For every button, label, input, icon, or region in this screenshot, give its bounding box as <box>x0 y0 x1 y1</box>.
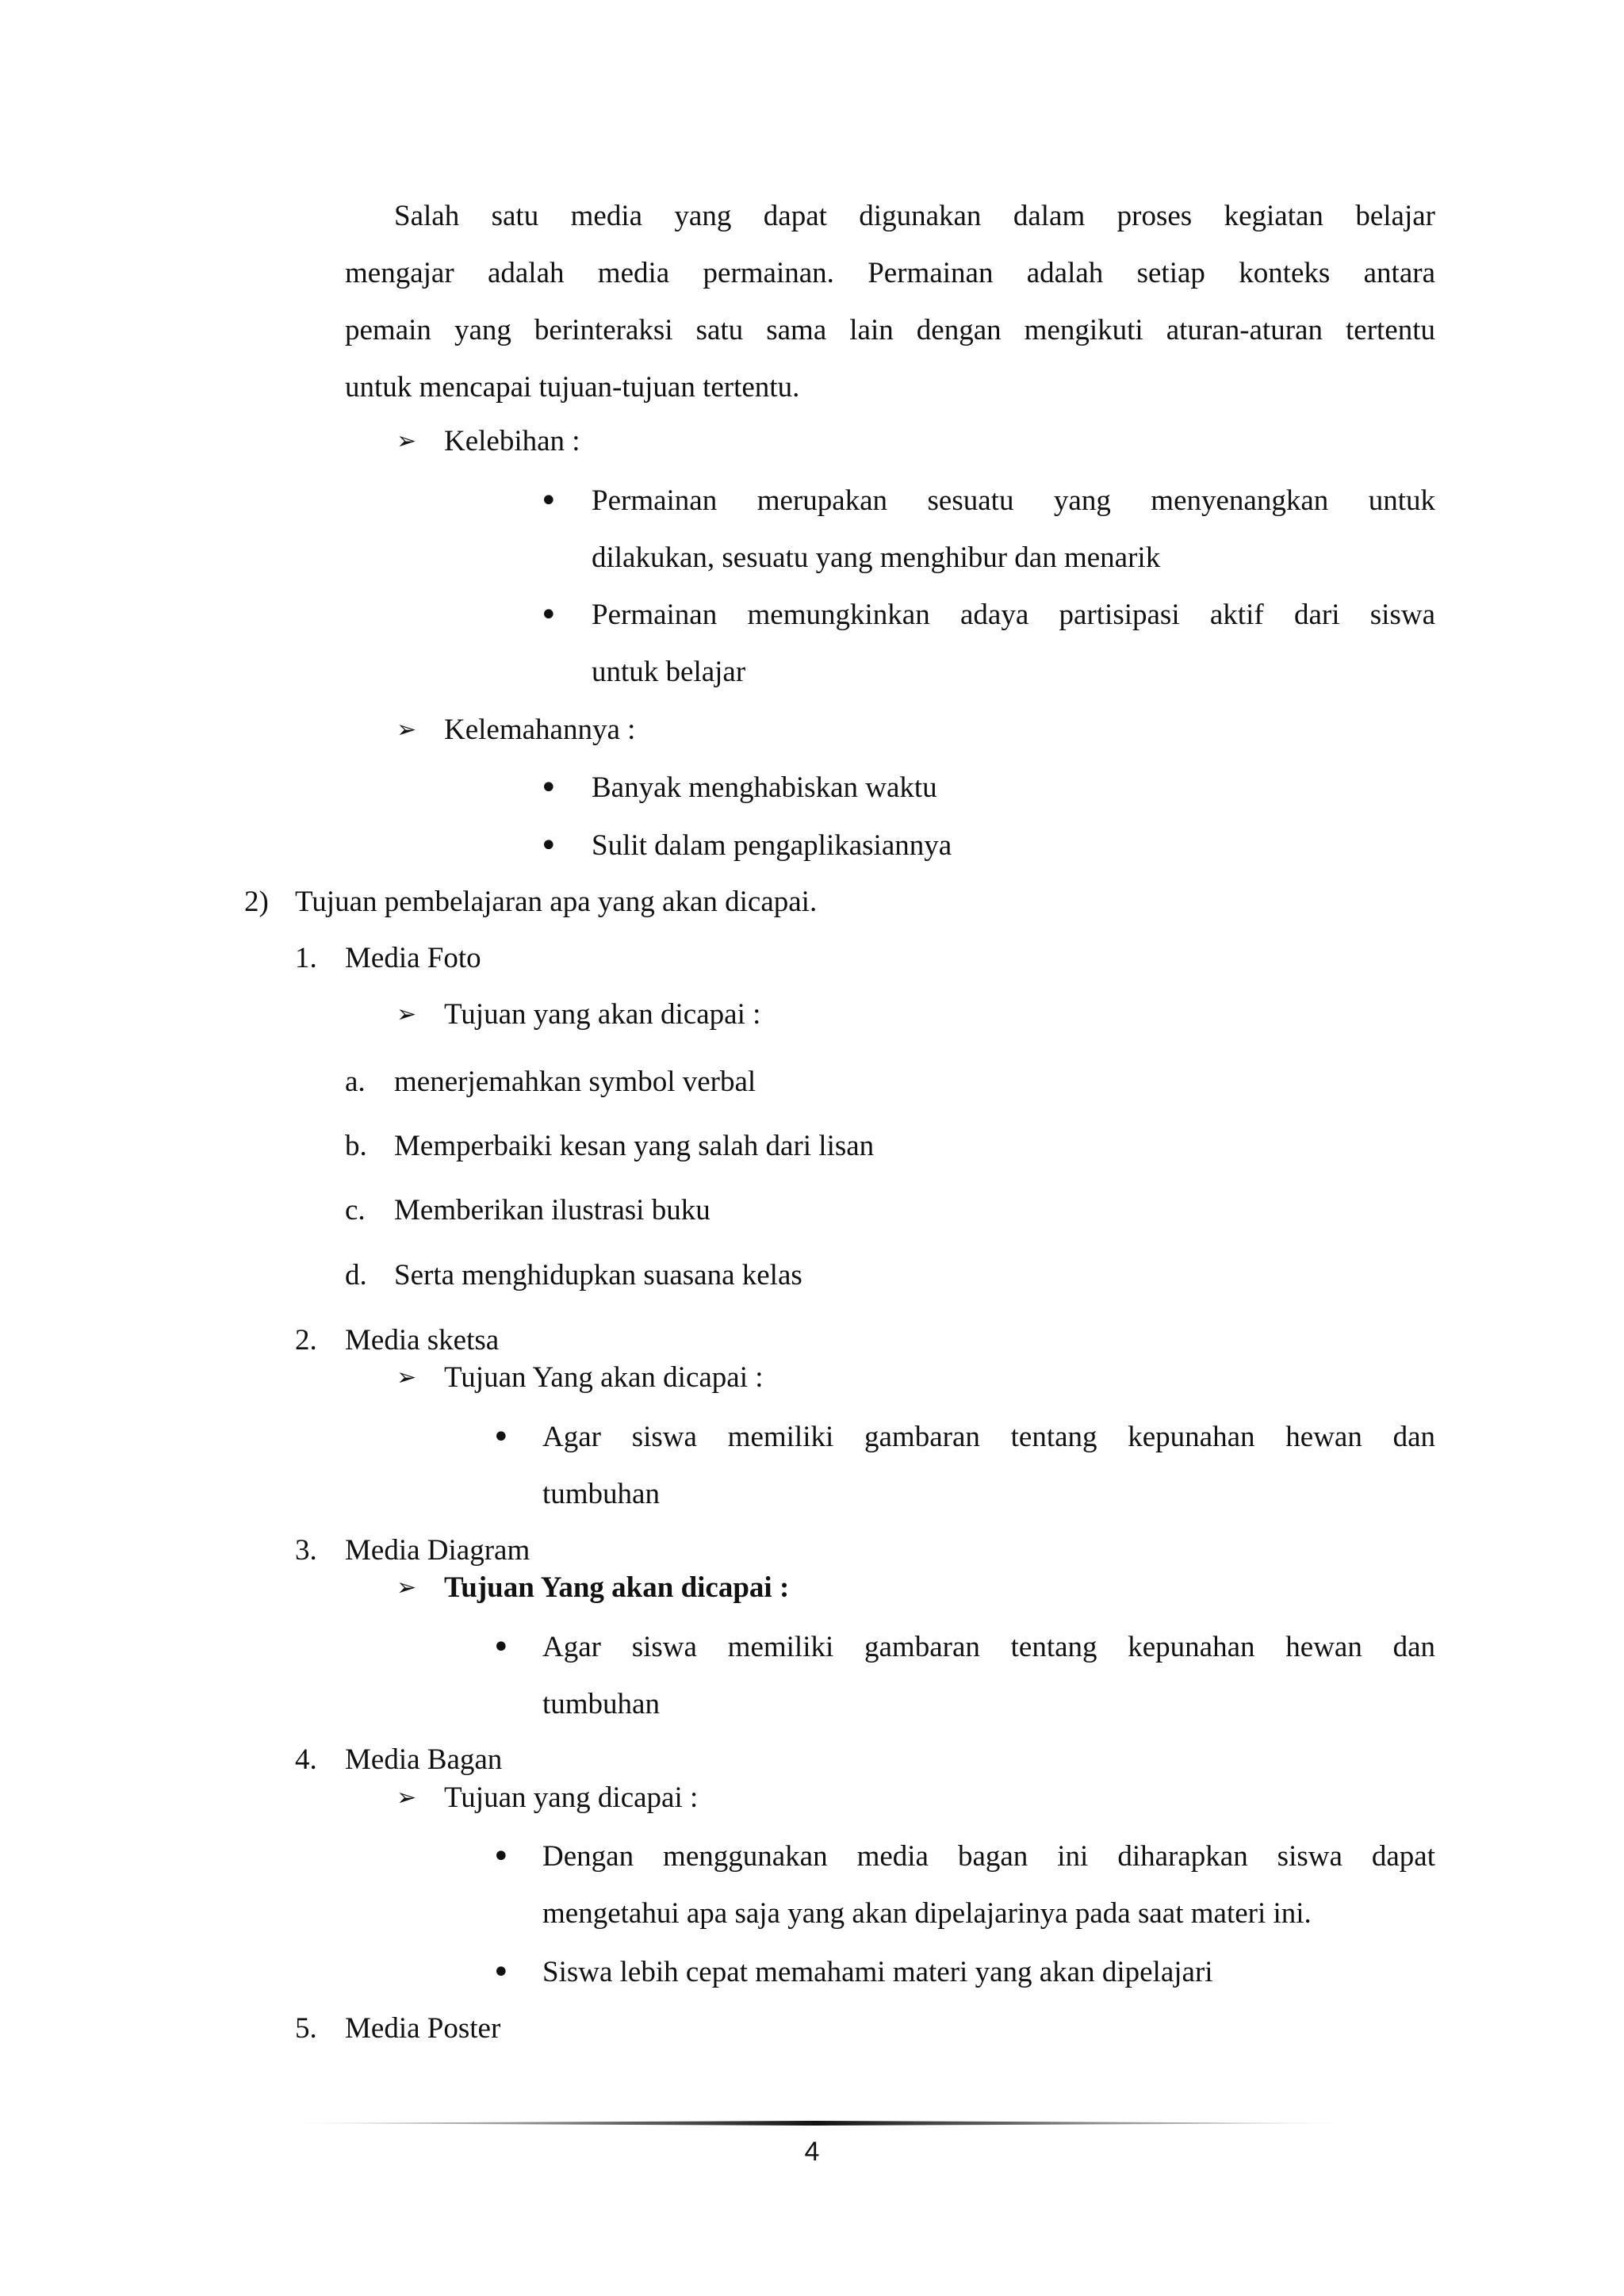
intro-line-4: untuk mencapai tujuan-tujuan tertentu. <box>345 371 800 404</box>
round-bullet-icon: • <box>539 770 558 806</box>
intro-line-3: pemain yang berinteraksi satu sama lain dengan mengikuti aturan-aturan tertentu <box>345 314 1435 346</box>
media-foto-item-d: Serta menghidupkan suasana kelas <box>394 1259 802 1292</box>
arrowhead-bullet-icon: ➢ <box>396 427 417 455</box>
media-foto-item-a-letter: a. <box>345 1066 366 1098</box>
round-bullet-icon: • <box>492 1839 511 1875</box>
media-sketsa-bullet-line-2: tumbuhan <box>542 1478 660 1510</box>
media-sketsa-goal-heading: Tujuan Yang akan dicapai : <box>444 1361 764 1394</box>
arrowhead-bullet-icon: ➢ <box>396 1574 417 1601</box>
intro-line-1: Salah satu media yang dapat digunakan dalam proses kegiatan belajar <box>394 200 1435 232</box>
media-sketsa-number: 2. <box>295 1324 317 1357</box>
arrowhead-bullet-icon: ➢ <box>396 1364 417 1391</box>
media-foto-number: 1. <box>295 942 317 974</box>
intro-line-2: mengajar adalah media permainan. Permainan adalah setiap konteks antara <box>345 257 1435 289</box>
round-bullet-icon: • <box>492 1954 511 1991</box>
round-bullet-icon: • <box>539 483 558 519</box>
media-bagan-title: Media Bagan <box>345 1743 503 1776</box>
media-bagan-bullet-1-line-2: mengetahui apa saja yang akan dipelajarinya pada saat materi ini. <box>542 1897 1312 1930</box>
kelemahan-heading: Kelemahannya : <box>444 714 636 746</box>
media-bagan-bullet-2: Siswa lebih cepat memahami materi yang akan dipelajari <box>542 1956 1213 1988</box>
media-diagram-goal-heading: Tujuan Yang akan dicapai : <box>444 1571 790 1604</box>
media-foto-item-c-letter: c. <box>345 1194 366 1226</box>
media-foto-title: Media Foto <box>345 942 481 974</box>
kelebihan-heading: Kelebihan : <box>444 425 580 457</box>
media-diagram-number: 3. <box>295 1534 317 1567</box>
round-bullet-icon: • <box>539 828 558 864</box>
media-bagan-goal-heading: Tujuan yang dicapai : <box>444 1781 699 1814</box>
media-bagan-bullet-1-line-1: Dengan menggunakan media bagan ini diharapkan siswa dapat <box>542 1840 1435 1873</box>
media-foto-item-d-letter: d. <box>345 1259 367 1292</box>
media-poster-title: Media Poster <box>345 2012 501 2045</box>
page-number: 4 <box>804 2137 820 2167</box>
kelemahan-item-1: Banyak menghabiskan waktu <box>592 771 937 804</box>
section-2-number: 2) <box>244 886 269 918</box>
kelebihan-item-2-line-2: untuk belajar <box>592 656 746 688</box>
footer-rule <box>270 2121 1364 2126</box>
kelebihan-item-1-line-2: dilakukan, sesuatu yang menghibur dan menarik <box>592 541 1161 574</box>
media-foto-goal-heading: Tujuan yang akan dicapai : <box>444 998 761 1031</box>
media-poster-number: 5. <box>295 2012 317 2045</box>
media-diagram-title: Media Diagram <box>345 1534 530 1567</box>
media-foto-item-c: Memberikan ilustrasi buku <box>394 1194 710 1226</box>
round-bullet-icon: • <box>492 1629 511 1666</box>
arrowhead-bullet-icon: ➢ <box>396 716 417 744</box>
kelemahan-item-2: Sulit dalam pengaplikasiannya <box>592 829 952 862</box>
arrowhead-bullet-icon: ➢ <box>396 1784 417 1812</box>
round-bullet-icon: • <box>539 597 558 633</box>
media-sketsa-title: Media sketsa <box>345 1324 500 1357</box>
media-sketsa-bullet-line-1: Agar siswa memiliki gambaran tentang kepunahan hewan dan <box>542 1421 1435 1453</box>
section-2-title: Tujuan pembelajaran apa yang akan dicapai. <box>295 886 818 918</box>
media-diagram-bullet-line-2: tumbuhan <box>542 1688 660 1720</box>
kelebihan-item-2-line-1: Permainan memungkinkan adaya partisipasi aktif dari siswa <box>592 599 1435 631</box>
media-foto-item-b-letter: b. <box>345 1130 367 1162</box>
media-foto-item-b: Memperbaiki kesan yang salah dari lisan <box>394 1130 875 1162</box>
round-bullet-icon: • <box>492 1419 511 1456</box>
media-diagram-bullet-line-1: Agar siswa memiliki gambaran tentang kepunahan hewan dan <box>542 1631 1435 1663</box>
media-foto-item-a: menerjemahkan symbol verbal <box>394 1066 756 1098</box>
kelebihan-item-1-line-1: Permainan merupakan sesuatu yang menyenangkan untuk <box>592 484 1435 517</box>
arrowhead-bullet-icon: ➢ <box>396 1001 417 1028</box>
media-bagan-number: 4. <box>295 1743 317 1776</box>
